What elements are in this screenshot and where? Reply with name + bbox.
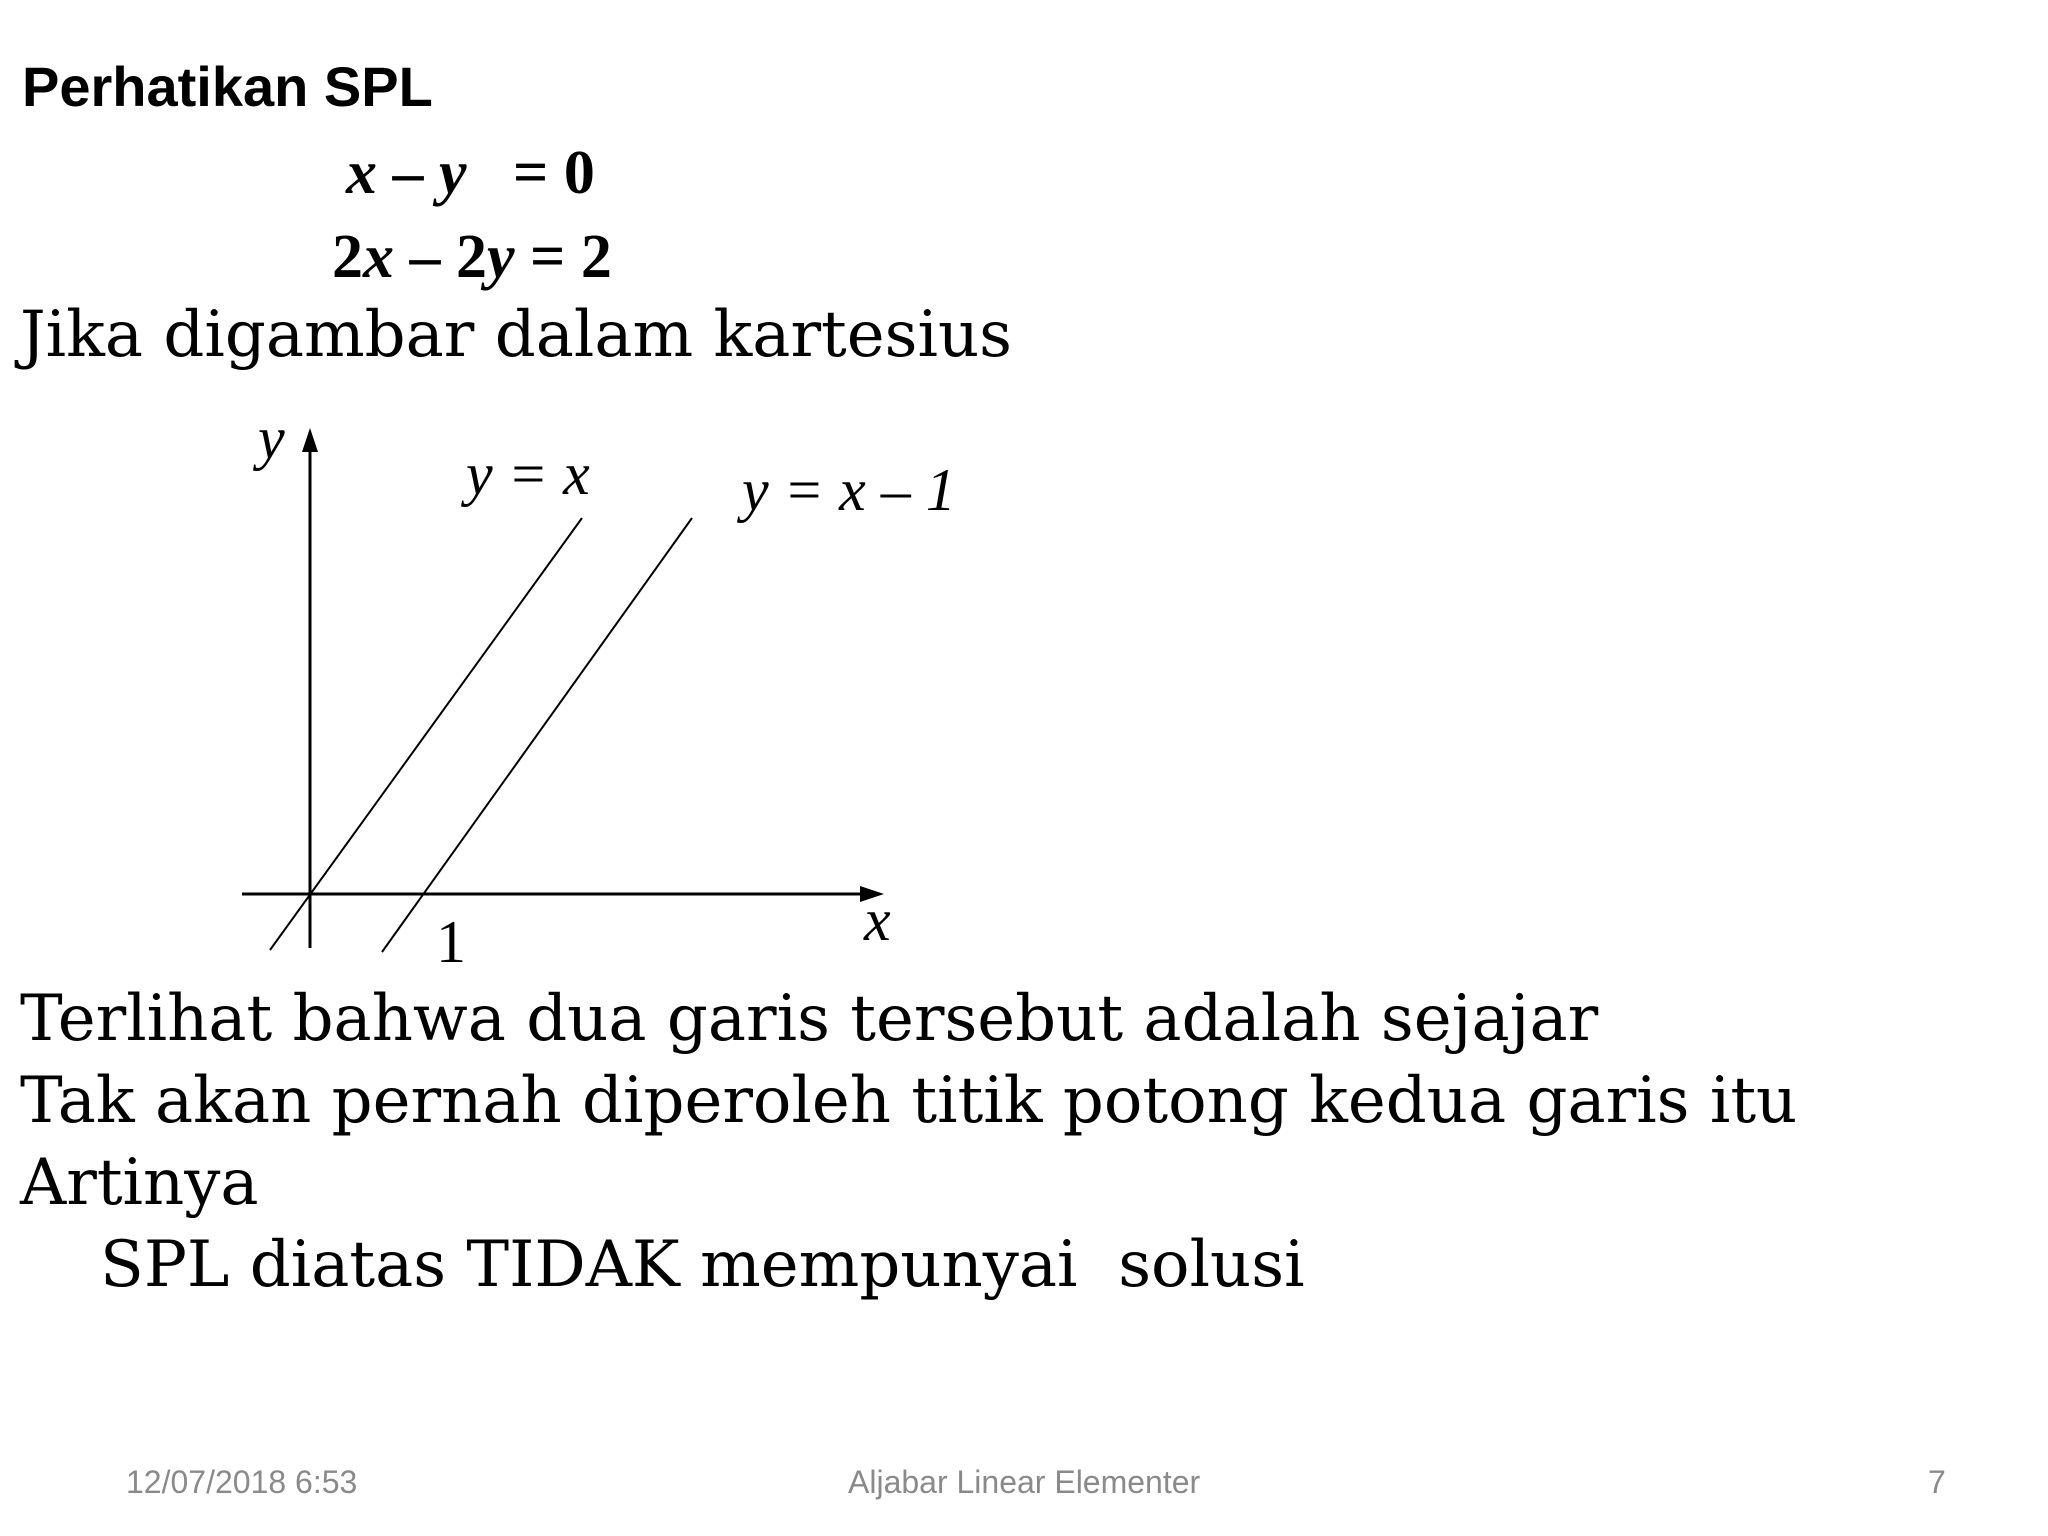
intro-text: Jika digambar dalam kartesius <box>20 298 1012 372</box>
eq2-x: x <box>363 223 394 291</box>
line-y-equals-x <box>270 518 582 950</box>
x-axis-label: x <box>864 887 891 953</box>
slide-title: Perhatikan SPL <box>22 55 433 118</box>
footer-course: Aljabar Linear Elementer <box>848 1464 1201 1500</box>
eq2-coef: 2 <box>332 223 363 291</box>
eq2-rhs: = 2 <box>514 223 612 291</box>
footer-page-number: 7 <box>1928 1464 1946 1500</box>
y-axis-label: y <box>258 405 285 471</box>
line2-label: y = x – 1 <box>742 457 956 523</box>
statement-meaning: Artinya <box>20 1146 259 1220</box>
statement-conclusion: SPL diatas TIDAK mempunyai solusi <box>100 1228 1305 1302</box>
y-axis-arrow <box>302 428 318 452</box>
statement-parallel: Terlihat bahwa dua garis tersebut adalah sejajar <box>20 982 1599 1056</box>
line-y-equals-x-minus-1 <box>382 518 692 952</box>
eq1-minus: – <box>377 139 439 207</box>
footer-date: 12/07/2018 6:53 <box>126 1464 358 1500</box>
statement-no-intersection: Tak akan pernah diperoleh titik potong kedua garis itu <box>20 1064 1798 1138</box>
eq1-x: x <box>346 139 377 207</box>
tick-label-1: 1 <box>436 909 466 975</box>
eq2-y: y <box>487 223 515 291</box>
eq2-minus: – 2 <box>394 223 487 291</box>
eq1-y: y <box>439 139 467 207</box>
eq1-rhs: = 0 <box>466 139 595 207</box>
line1-label: y = x <box>466 441 590 507</box>
